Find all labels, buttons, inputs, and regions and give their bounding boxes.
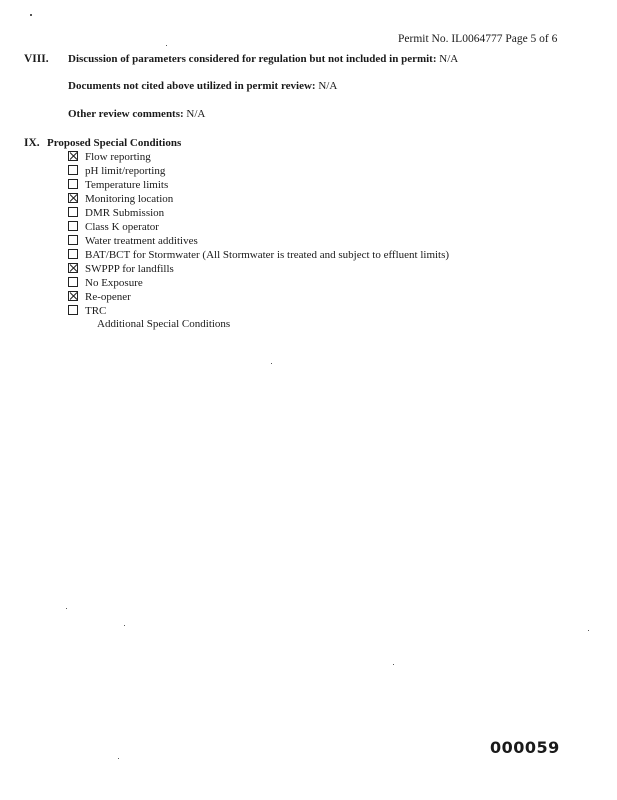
checkbox-unchecked[interactable] <box>68 305 78 315</box>
discussion-label: Discussion of parameters considered for regulation but not included in permit: <box>68 53 437 65</box>
condition-item-no-exposure <box>68 276 143 290</box>
section-viii-number: VIII. <box>24 53 49 65</box>
scan-speck <box>124 625 125 626</box>
page-stamp: 000059 <box>490 738 560 757</box>
condition-label: BAT/BCT for Stormwater (All Stormwater is treated and subject to effluent limits) <box>85 249 450 261</box>
condition-item-flow-reporting <box>68 150 151 164</box>
section-ix-title: Proposed Special Conditions <box>47 137 182 149</box>
condition-item-water-treatment-additives <box>68 234 198 248</box>
condition-label: SWPPP for landfills <box>85 263 174 275</box>
condition-label: Monitoring location <box>85 193 174 205</box>
condition-label: Water treatment additives <box>85 235 198 247</box>
scan-speck <box>118 758 119 759</box>
additional-special-conditions: Additional Special Conditions <box>97 318 231 330</box>
condition-item-re-opener <box>68 290 131 304</box>
condition-label: Flow reporting <box>85 151 151 163</box>
checkbox-checked[interactable] <box>68 151 78 161</box>
scan-speck <box>393 664 394 665</box>
condition-item-dmr-submission <box>68 206 164 220</box>
condition-label: Re-opener <box>85 291 131 303</box>
other-comments-label: Other review comments: <box>68 108 184 120</box>
scan-speck <box>66 608 67 609</box>
checkbox-checked[interactable] <box>68 291 78 301</box>
discussion-line <box>68 53 458 65</box>
scan-speck <box>588 630 589 631</box>
condition-item-temperature-limits <box>68 178 168 192</box>
checkbox-unchecked[interactable] <box>68 235 78 245</box>
condition-label: pH limit/reporting <box>85 165 166 177</box>
permit-header: Permit No. IL0064777 Page 5 of 6 <box>398 33 558 45</box>
checkbox-checked[interactable] <box>68 193 78 203</box>
documents-line <box>68 80 337 92</box>
other-comments-value: N/A <box>186 108 206 120</box>
checkbox-unchecked[interactable] <box>68 165 78 175</box>
checkbox-unchecked[interactable] <box>68 207 78 217</box>
scan-speck <box>166 45 167 46</box>
other-comments-line <box>68 108 205 120</box>
condition-label: DMR Submission <box>85 207 165 219</box>
checkbox-checked[interactable] <box>68 263 78 273</box>
condition-label: Temperature limits <box>85 179 169 191</box>
condition-item-trc <box>68 304 106 318</box>
scan-speck <box>30 14 32 16</box>
checkbox-unchecked[interactable] <box>68 249 78 259</box>
condition-item-monitoring-location <box>68 192 173 206</box>
documents-label: Documents not cited above utilized in permit review: <box>68 80 316 92</box>
condition-item-bat-bct-stormwater <box>68 248 449 262</box>
checkbox-unchecked[interactable] <box>68 221 78 231</box>
scan-speck <box>271 363 272 364</box>
condition-item-ph-limit <box>68 164 165 178</box>
section-ix-number: IX. <box>24 137 40 149</box>
documents-value: N/A <box>318 80 338 92</box>
condition-item-swppp-landfills <box>68 262 174 276</box>
condition-label: TRC <box>85 305 107 317</box>
condition-label: Class K operator <box>85 221 159 233</box>
checkbox-unchecked[interactable] <box>68 179 78 189</box>
checkbox-unchecked[interactable] <box>68 277 78 287</box>
condition-label: No Exposure <box>85 277 143 289</box>
discussion-value: N/A <box>439 53 459 65</box>
condition-item-class-k-operator <box>68 220 159 234</box>
